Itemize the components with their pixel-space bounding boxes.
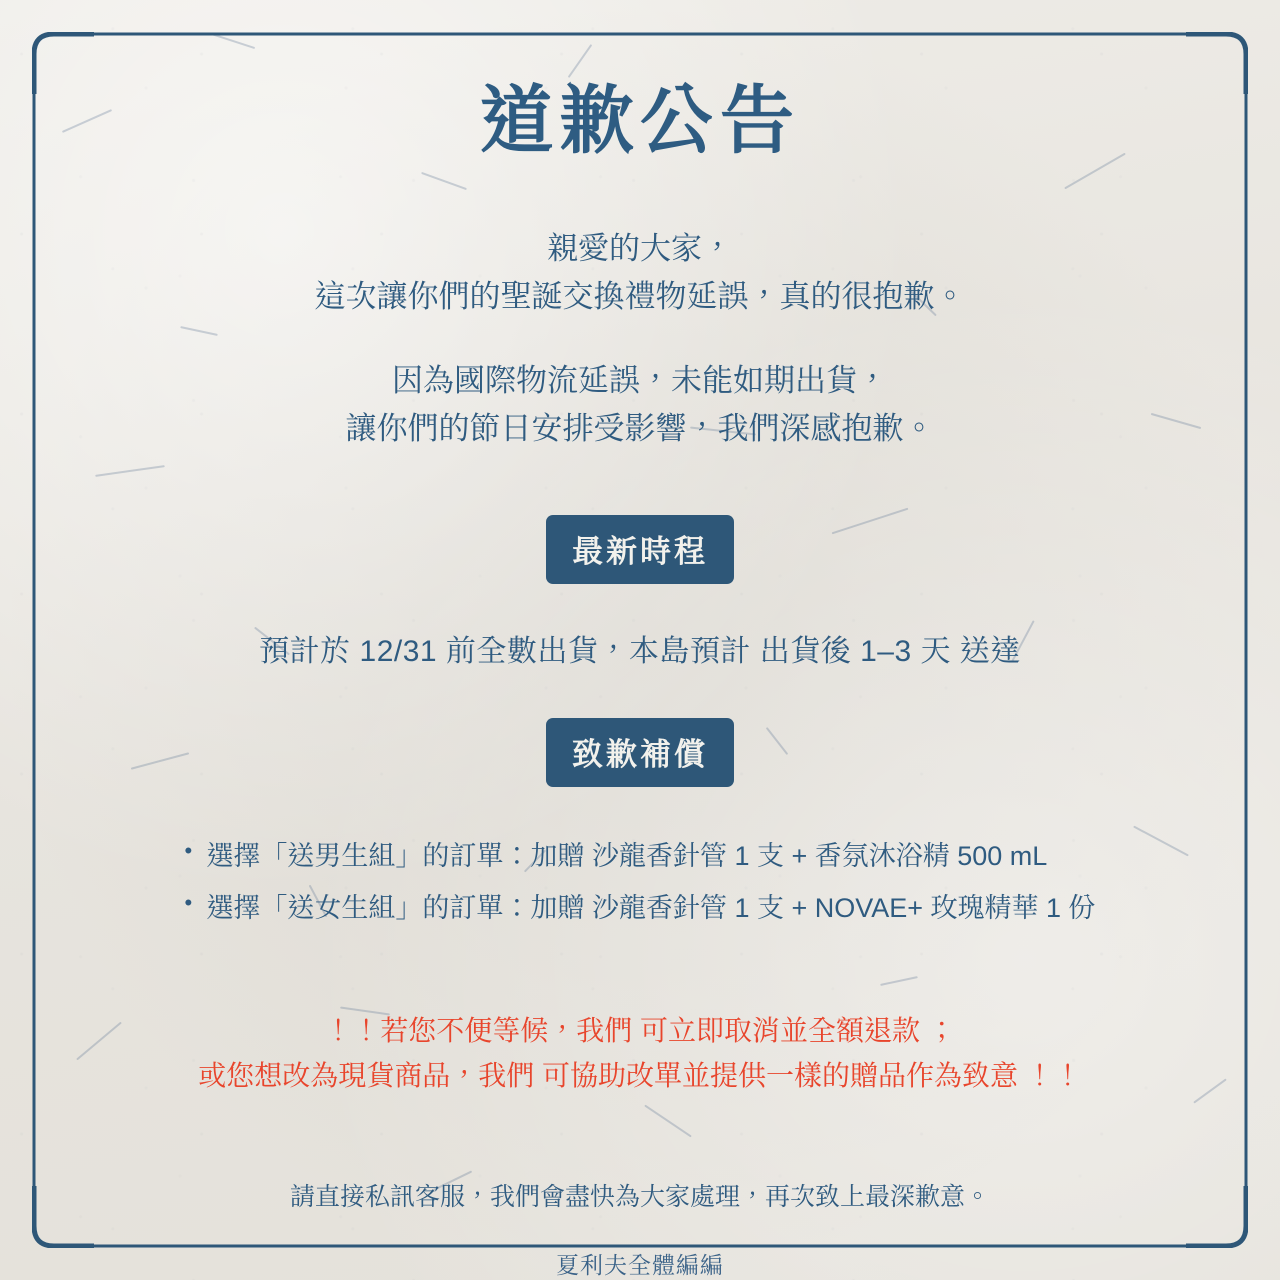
compensation-badge-wrap <box>70 718 1210 787</box>
schedule-text: 預計於 12/31 前全數出貨，本島預計 出貨後 1–3 天 送達 <box>259 635 1021 669</box>
reason-paragraph <box>70 357 1210 453</box>
closing-text: 請直接私訊客服，我們會盡快為大家處理，再次致上最深歉意。 <box>289 1182 990 1211</box>
list-item: • 選擇「送男生組」的訂單：加贈 沙龍香針管 1 支 + 香氛沐浴精 500 mL <box>184 831 1095 882</box>
compensation-list <box>184 831 1095 934</box>
signature: 夏利夫全體編編 <box>556 1251 724 1278</box>
intro-paragraph <box>70 225 1210 321</box>
warning-notice <box>70 1008 1210 1099</box>
reason-line-1: 因為國際物流延誤，未能如期出貨， <box>392 363 888 399</box>
warning-line-1: ！！若您不便等候，我們 可立即取消並全額退款 ； <box>324 1014 956 1046</box>
reason-line-2: 讓你們的節日安排受影響，我們深感抱歉。 <box>345 411 935 447</box>
list-item: • 選擇「送女生組」的訂單：加贈 沙龍香針管 1 支 + NOVAE+ 玫瑰精華 1 份 <box>184 883 1095 934</box>
schedule-badge-wrap <box>70 515 1210 584</box>
compensation-badge: 致歉補償 <box>546 718 734 787</box>
intro-line-1: 親愛的大家， <box>547 231 733 267</box>
page-title: 道歉公告 <box>480 79 800 162</box>
schedule-badge: 最新時程 <box>546 515 734 584</box>
intro-line-2: 這次讓你們的聖誕交換禮物延誤，真的很抱歉。 <box>314 279 966 315</box>
warning-line-2: 或您想改為現貨商品，我們 可協助改單並提供一樣的贈品作為致意 ！！ <box>198 1060 1082 1092</box>
